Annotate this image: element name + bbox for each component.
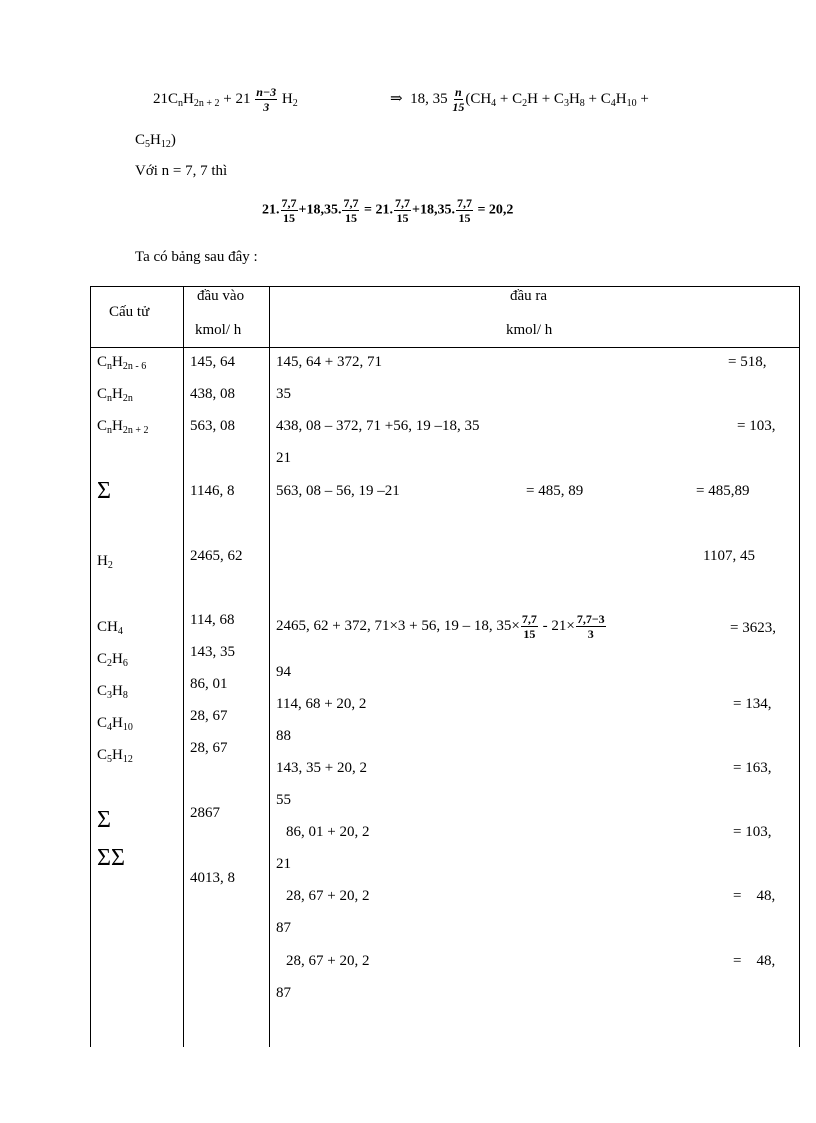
component-cell: $C_4H_{10}$ xyxy=(97,715,133,733)
output-value: 87 xyxy=(276,985,291,1001)
output-value: 21 xyxy=(276,450,291,466)
header-input: đầu vào xyxy=(197,288,245,304)
reaction-equation-cont: $C_5H_{12}$) xyxy=(135,132,176,150)
output-value: = 485, 89 xyxy=(526,483,584,499)
output-expression: 28, 67 + 20, 2 xyxy=(286,953,370,969)
output-expression: 86, 01 + 20, 2 xyxy=(286,824,370,840)
input-value: 563, 08 xyxy=(190,418,235,434)
output-expression: 438, 08 – 372, 71 +56, 19 –18, 35 xyxy=(276,418,480,434)
component-cell: $C_nH_{2n - 6}$ xyxy=(97,354,147,372)
calculation-equation: 21. $\frac{7,7}{15}$ +18,35. $\frac{7,7}{15}$ = 21. $\frac{7,7}{15}$ +18,35. $\frac{7,7}{15}$ = 20,2 xyxy=(262,196,514,225)
output-value: = 48, xyxy=(733,888,776,904)
output-expression: 28, 67 + 20, 2 xyxy=(286,888,370,904)
input-value: 1146, 8 xyxy=(190,483,235,499)
sum-symbol: Σ xyxy=(97,478,111,504)
component-cell: $H_2$ xyxy=(97,553,113,571)
input-value: 143, 35 xyxy=(190,644,235,660)
output-expression: 143, 35 + 20, 2 xyxy=(276,760,367,776)
sum-symbol: Σ xyxy=(97,807,111,833)
output-expression: 2465, 62 + 372, 71×3 + 56, 19 – 18, 35× $\frac{7,7}{15}$ - 21× $\frac{7,7-3}{3}$ xyxy=(276,612,605,641)
header-output: đầu ra xyxy=(510,288,548,304)
output-value: = 48, xyxy=(733,953,776,969)
input-value: 145, 64 xyxy=(190,354,235,370)
input-value: 4013, 8 xyxy=(190,870,235,886)
input-value: 86, 01 xyxy=(190,676,228,692)
component-cell: $CH_4$ xyxy=(97,619,123,637)
header-component: Cấu tử xyxy=(109,304,150,320)
component-cell: $C_3H_8$ xyxy=(97,683,128,701)
output-value: = 518, xyxy=(728,354,767,370)
reaction-equation-right: ⇒ 18, 35 $\frac{n}{15}$ ($CH_4 + C_2H + C_3H_8 + C_4H_{10}$ + xyxy=(390,85,649,114)
header-input-unit: kmol/ h xyxy=(195,322,242,338)
output-value: 88 xyxy=(276,728,291,744)
output-value: 87 xyxy=(276,920,291,936)
fraction: $\frac{n}{15}$ xyxy=(452,85,465,114)
output-value: = 103, xyxy=(733,824,772,840)
output-value: = 163, xyxy=(733,760,772,776)
input-value: 438, 08 xyxy=(190,386,235,402)
output-expression: 114, 68 + 20, 2 xyxy=(276,696,367,712)
component-cell: $C_nH_{2n}$ xyxy=(97,386,133,404)
component-cell: $C_2H_6$ xyxy=(97,651,128,669)
input-value: 28, 67 xyxy=(190,708,228,724)
output-value: = 3623, xyxy=(730,620,776,636)
output-expression: 563, 08 – 56, 19 –21 xyxy=(276,483,400,499)
output-value: = 103, xyxy=(737,418,776,434)
note-text: Với n = 7, 7 thì xyxy=(135,163,228,179)
input-value: 114, 68 xyxy=(190,612,235,628)
fraction: $\frac{n-3}{3}$ xyxy=(256,85,277,114)
input-value: 2465, 62 xyxy=(190,548,243,564)
output-value: 1107, 45 xyxy=(703,548,755,564)
output-value: 94 xyxy=(276,664,291,680)
reaction-equation: $21C_nH_{2n + 2} + 21$ $\frac{n-3}{3}$ $H_2$ xyxy=(153,85,298,114)
output-expression: 145, 64 + 372, 71 xyxy=(276,354,382,370)
output-value: = 485,89 xyxy=(696,483,750,499)
output-value: 35 xyxy=(276,386,291,402)
input-value: 2867 xyxy=(190,805,220,821)
output-value: 55 xyxy=(276,792,291,808)
input-value: 28, 67 xyxy=(190,740,228,756)
component-cell: $C_5H_{12}$ xyxy=(97,747,133,765)
intro-text: Ta có bảng sau đây : xyxy=(135,249,258,265)
output-value: = 134, xyxy=(733,696,772,712)
component-cell: $C_nH_{2n + 2}$ xyxy=(97,418,149,436)
output-value: 21 xyxy=(276,856,291,872)
total-sum-symbol: ΣΣ xyxy=(97,845,125,871)
header-output-unit: kmol/ h xyxy=(506,322,553,338)
